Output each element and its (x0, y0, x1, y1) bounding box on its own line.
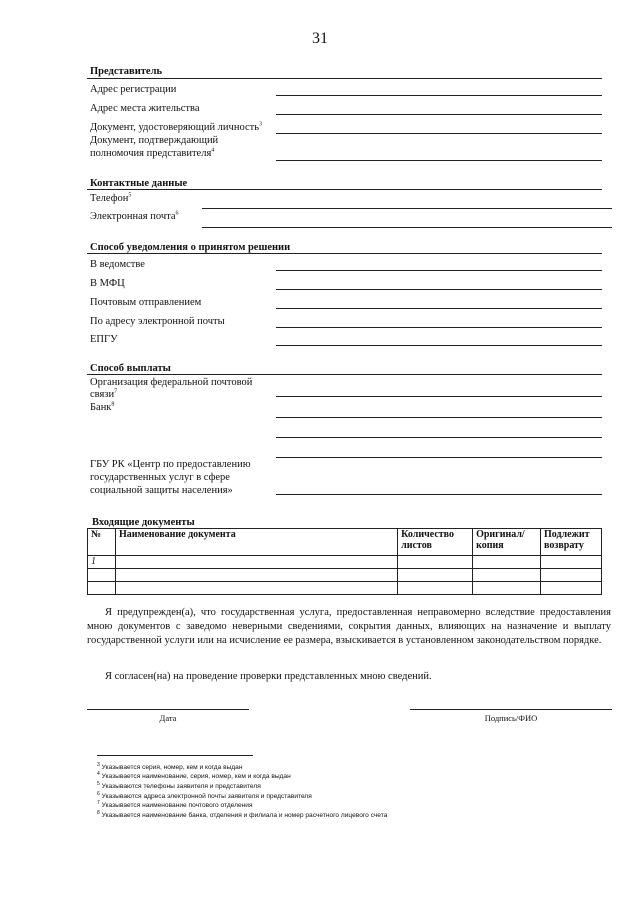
input-line-gbu[interactable] (276, 494, 602, 495)
option-label-post: Почтовым отправлением (90, 297, 202, 308)
table-cell[interactable] (398, 569, 473, 582)
date-line[interactable] (87, 709, 249, 710)
input-line-phone[interactable] (202, 208, 612, 209)
section-heading-representative: Представитель (90, 66, 163, 77)
table-row[interactable] (88, 582, 602, 595)
option-label-department: В ведомстве (90, 259, 145, 270)
option-label-epgu: ЕПГУ (90, 334, 118, 345)
section-heading-incoming: Входящие документы (92, 517, 195, 528)
section-rule (87, 189, 602, 190)
table-cell[interactable] (473, 569, 541, 582)
consent-paragraph: Я согласен(на) на проведение проверки представленных мною сведений. (105, 671, 432, 682)
input-line-mfc[interactable] (276, 289, 602, 290)
column-header-original-copy: Оригинал/ копия (473, 529, 541, 556)
input-line-bank-2[interactable] (276, 437, 602, 438)
table-cell[interactable] (88, 582, 116, 595)
table-cell[interactable] (541, 556, 602, 569)
table-cell[interactable] (541, 569, 602, 582)
table-cell[interactable] (473, 582, 541, 595)
field-label-authority-document-1: Документ, подтверждающий (90, 135, 219, 146)
warning-paragraph: Я предупрежден(а), что государственная услуга, предоставленная неправомерно вследствие предоставления мною документов с заведомо неверными сведениями, сокрытия данных, влияющих на назначение и выплату государственной услуги или на исчисление ее размера, взыскивается в установленном законодательством порядке. (87, 607, 611, 646)
field-label-gbu-2: государственных услуг в сфере (90, 472, 230, 483)
footnote-3: $^3$ Указывается серия, номер, кем и когда выдан (97, 761, 243, 771)
input-line-registration-address[interactable] (276, 95, 602, 96)
option-label-email-notification: По адресу электронной почты (90, 316, 225, 327)
field-label-residence-address: Адрес места жительства (90, 103, 200, 114)
column-header-number: № (88, 529, 116, 556)
field-label-post-org-1: Организация федеральной почтовой (90, 377, 253, 388)
column-header-sheet-count: Количество листов (398, 529, 473, 556)
incoming-documents-table (87, 528, 602, 595)
input-line-bank-3[interactable] (276, 457, 602, 458)
section-heading-contacts: Контактные данные (90, 178, 188, 189)
page-number: 31 (312, 30, 328, 47)
column-header-document-name: Наименование документа (115, 529, 397, 556)
section-rule (87, 78, 602, 79)
input-line-residence-address[interactable] (276, 114, 602, 115)
field-label-email: Электронная почта$^6$ (90, 210, 179, 222)
date-label: Дата (159, 713, 177, 723)
footnote-separator (97, 755, 253, 756)
input-line-id-document[interactable] (276, 133, 602, 134)
table-cell[interactable] (473, 556, 541, 569)
section-rule (87, 253, 602, 254)
footnote-6: $^6$ Указываются адреса электронной почты заявителя и представителя (97, 790, 312, 800)
field-label-id-document: Документ, удостоверяющий личность$^3$ (90, 121, 262, 133)
field-label-phone: Телефон$^5$ (90, 192, 132, 204)
table-cell[interactable] (115, 582, 397, 595)
table-cell[interactable] (88, 569, 116, 582)
field-label-registration-address: Адрес регистрации (90, 84, 177, 95)
table-cell[interactable] (115, 556, 397, 569)
input-line-department[interactable] (276, 270, 602, 271)
table-cell[interactable] (398, 556, 473, 569)
table-row[interactable] (88, 569, 602, 582)
table-cell-number: 1 (88, 556, 116, 569)
field-label-gbu-1: ГБУ РК «Центр по предоставлению (90, 459, 251, 470)
footnote-5: $^5$ Указываются телефоны заявителя и представителя (97, 780, 261, 790)
input-line-email[interactable] (202, 227, 612, 228)
table-cell[interactable] (541, 582, 602, 595)
column-header-return: Подлежит возврату (541, 529, 602, 556)
footnote-4: $^4$ Указывается наименование, серия, номер, кем и когда выдан (97, 770, 291, 780)
input-line-epgu[interactable] (276, 345, 602, 346)
input-line-email-notification[interactable] (276, 327, 602, 328)
input-line-authority-document[interactable] (276, 160, 602, 161)
table-header-row (88, 529, 602, 556)
field-label-authority-document-2: полномочия представителя$^4$ (90, 147, 215, 159)
section-rule (87, 374, 602, 375)
table-row[interactable] (88, 556, 602, 569)
footnote-7: $^7$ Указывается наименование почтового отделения (97, 799, 253, 809)
section-heading-payment: Способ выплаты (90, 363, 171, 374)
field-label-bank: Банк$^8$ (90, 401, 115, 413)
signature-label: Подпись/ФИО (484, 713, 538, 723)
signature-line[interactable] (410, 709, 612, 710)
table-cell[interactable] (115, 569, 397, 582)
input-line-post-org[interactable] (276, 396, 602, 397)
option-label-mfc: В МФЦ (90, 278, 125, 289)
footnote-8: $^8$ Указывается наименование банка, отделения и филиала и номер расчетного лицевого счета (97, 809, 388, 819)
table-cell[interactable] (398, 582, 473, 595)
field-label-post-org-2: связи$^7$ (90, 388, 118, 400)
input-line-bank-1[interactable] (276, 417, 602, 418)
input-line-post[interactable] (276, 308, 602, 309)
section-heading-notification: Способ уведомления о принятом решении (90, 242, 291, 253)
field-label-gbu-3: социальной защиты населения» (90, 485, 233, 496)
